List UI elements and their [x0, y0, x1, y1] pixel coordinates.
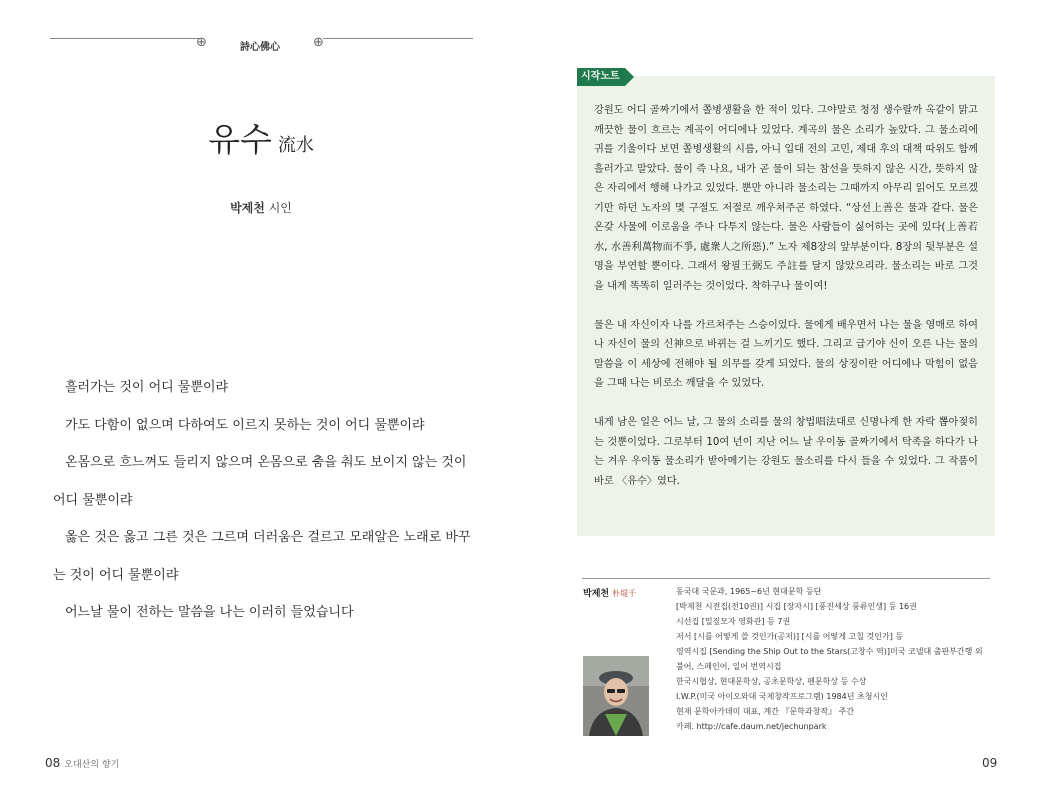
- bio-name-korean: 박제천: [583, 589, 610, 599]
- poem-title-korean: 유수: [208, 120, 272, 159]
- bio-line: 현재 문학아카데미 대표, 계간 『문학과창작』 주간: [676, 707, 855, 716]
- author-role: 시인: [268, 201, 292, 215]
- bio-name-hanja: 朴堤千: [612, 589, 637, 598]
- header-ornament-left-icon: ⊕: [196, 35, 207, 50]
- bio-line: 저서 [시를 어떻게 쓸 것인가(공저)] [시를 어떻게 고칠 것인가] 등: [676, 632, 904, 641]
- header-rule-left: [50, 38, 200, 39]
- bio-line: 영역시집 [Sending the Ship Out to the Stars(고창수 역)]미국 코넬대 출판부간행 외: [676, 647, 983, 656]
- note-paragraph: 강원도 어디 골짜기에서 쫄병생활을 한 적이 있다. 그야말로 청정 생수랄까 옥같이 맑고 깨끗한 물이 흐르는 계곡이 어디에나 있었다. 계곡의 물은 소리가 높았다. 그 물소리에 귀를 기울이다 보면 쫄병생활의 시름, 아니 입대 전의 고민, 제대 후의 대책 따위도 함께 흘러가고 말았다. 물이 즉 나요, 내가 곧 물이 되는 참선을 뜻하지 않은 시간, 뜻하지 않은 자리에서 행해 나가고 있었다. 뿐만 아니라 물소리는 그때까지 아무리 읽어도 모르겠기만 하던 노자의 몇 구절도 저절로 깨우쳐주곤 하였다. “상선上善은 물과 같다. 물은 온갖 사물에 이로움을 주나 다투지 않는다. 물은 사람들이 싫어하는 곳에 있다(上善若水, 水善利萬物而不爭, 處衆人之所惡).” 노자 제8장의 앞부분이다. 8장의 뒷부분은 설명을 부연할 뿐이다. 그래서 왕필王弼도 주註를 달지 않았으리라. 물소리는 바로 그것을 내게 똑똑히 일러주는 것이었다. 착하구나 물이여!: [594, 105, 978, 292]
- bio-line: 시선집 [밀짚모자 영화관] 등 7권: [676, 617, 791, 626]
- poem-line: 흘러가는 것이 어디 물뿐이랴: [65, 380, 229, 395]
- bio-line-cafe-link[interactable]: 카페. http://cafe.daum.net/jechunpark: [676, 722, 827, 731]
- bio-divider: [582, 578, 990, 579]
- header-rule-right: [323, 38, 473, 39]
- poem-title-hanja: 流水: [277, 135, 314, 156]
- note-paragraph: 물은 내 자신이자 나를 가르쳐주는 스승이었다. 물에게 배우면서 나는 물을 영매로 하여 나 자신이 물의 신神으로 바뀌는 걸 느끼기도 했다. 그리고 급기야 신이 오른 나는 물의 말씀을 이 세상에 전해야 될 의무를 갖게 되었다. 물의 상징이란 어디에나 막힘이 없음을 그때 나는 비로소 깨달을 수 있었다.: [594, 319, 978, 389]
- poem-line: 온몸으로 흐느껴도 들리지 않으며 온몸으로 춤을 춰도 보이지 않는 것이 어디 물뿐이랴: [53, 455, 467, 508]
- page-number-left: 08: [45, 756, 61, 770]
- bio-line: I.W.P.(미국 아이오와대 국제창작프로그램) 1984년 초청시인: [676, 692, 888, 701]
- bio-line: [박제천 시전집(전10권)] 시집 [장자시] [풍진세상 풍류인생] 등 16권: [676, 602, 917, 611]
- poet-note-label: 시작노트: [577, 68, 625, 86]
- bio-line: 한국시협상, 현대문학상, 공초문학상, 펜문학상 등 수상: [676, 677, 867, 686]
- bio-name: [583, 586, 636, 599]
- bio-line: 불어, 스페인어, 일어 번역시집: [676, 662, 782, 671]
- author-photo: [583, 656, 649, 736]
- poem-line: 가도 다함이 없으며 다하여도 이르지 못하는 것이 어디 물뿐이랴: [65, 417, 425, 433]
- poet-note-text: [594, 101, 978, 491]
- poem-line: 어느날 물이 전하는 말씀을 나는 이러히 들었습니다: [65, 605, 354, 620]
- poem-line: 옳은 것은 옳고 그른 것은 그르며 더러움은 걸르고 모래알은 노래로 바꾸는 것이 어디 물뿐이랴: [53, 530, 471, 583]
- byline: [0, 199, 522, 216]
- poem-title: [0, 114, 522, 161]
- note-paragraph: 내게 남은 일은 어느 날, 그 물의 소리를 물의 창법唱法대로 신명나게 한 자락 뽑아젖히는 것뿐이었다. 그로부터 10여 년이 지난 어느 날 우이동 골짜기에서 탁족을 하다가 나는 겨우 우이동 물소리가 받아메기는 강원도 물소리를 다시 들을 수 있었다. 그 작품이 바로 〈유수〉였다.: [594, 417, 978, 487]
- header-ornament-right-icon: ⊕: [313, 35, 324, 50]
- page-number-right: 09: [982, 756, 998, 770]
- publication-name: 오대산의 향기: [64, 760, 120, 770]
- bio-line: 동국대 국문과, 1965~6년 현대문학 등단: [676, 587, 822, 596]
- folio-left: [45, 756, 119, 770]
- poem-body: [53, 369, 471, 632]
- section-label: 詩心佛心: [240, 42, 280, 53]
- author-name: 박제천: [230, 201, 265, 215]
- bio-list: [676, 584, 986, 734]
